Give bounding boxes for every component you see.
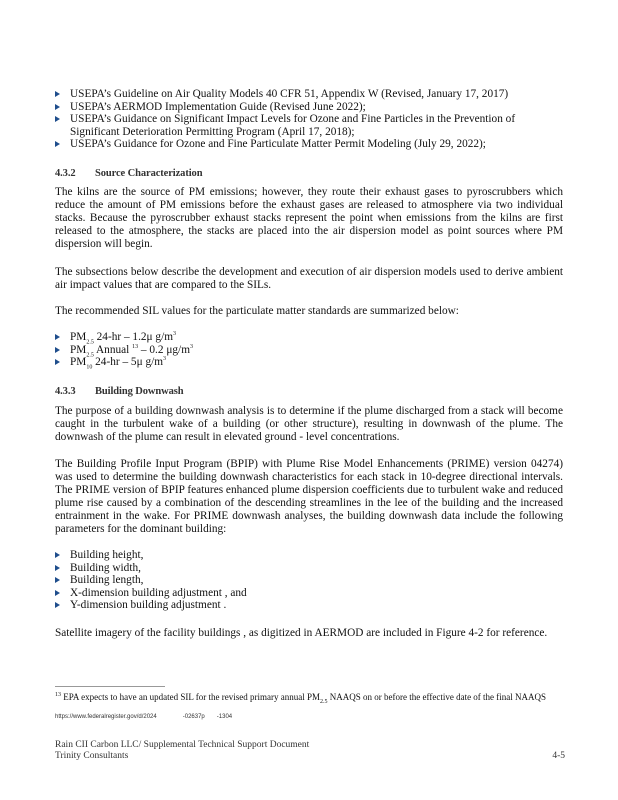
list-item: Building width, <box>55 562 555 575</box>
section-title: Building Downwash <box>95 386 184 397</box>
paragraph-downwash-1: The purpose of a building downwash analysis is to determine if the plume discharged from a stack will become caught in the turbulent wake of a building (or other structure), resulting in downwash of the plume. The downwash of the plume can result in elevated ground - level concentrations. <box>55 405 563 443</box>
triangle-bullet-icon <box>55 334 60 340</box>
footnote-url[interactable]: https://www.federalregister.gov/d/2024 -02637p -1304 <box>55 714 233 720</box>
list-item: USEPA’s Guidance on Significant Impact Levels for Ozone and Fine Particles in the Prevention of Significant Deterioration Permitting Program (April 17, 2018); <box>55 113 555 138</box>
triangle-bullet-icon <box>55 602 60 608</box>
building-params-list <box>55 549 555 612</box>
list-item: Building length, <box>55 574 555 587</box>
triangle-bullet-icon <box>55 141 60 147</box>
triangle-bullet-icon <box>55 91 60 97</box>
footnote-mark: 13 <box>55 692 61 698</box>
footer-company: Trinity Consultants <box>55 751 129 761</box>
paragraph-source-3: The recommended SIL values for the particulate matter standards are summarized below: <box>55 305 459 317</box>
triangle-bullet-icon <box>55 577 60 583</box>
footnote-divider <box>55 686 165 687</box>
list-item: Building height, <box>55 549 555 562</box>
triangle-bullet-icon <box>55 104 60 110</box>
list-item: $PM_{10}$ 24-hr – 5μ $g/m^3$ <box>55 356 555 369</box>
section-number: 4.3.2 <box>55 168 76 179</box>
section-number: 4.3.3 <box>55 386 76 397</box>
page-footer <box>55 740 565 762</box>
list-item: USEPA’s Guideline on Air Quality Models 40 CFR 51, Appendix W (Revised, January 17, 2017) <box>55 88 555 101</box>
triangle-bullet-icon <box>55 359 60 365</box>
list-item: Y-dimension building adjustment . <box>55 599 555 612</box>
page-number: 4-5 <box>552 751 565 761</box>
triangle-bullet-icon <box>55 552 60 558</box>
footnote: $^{13}$ EPA expects to have an updated SIL for the revised primary annual $PM_{2.5}$ NAAQS on or before the effective date of the final NAAQS <box>55 692 547 705</box>
footnote-ref: 13 <box>132 343 139 350</box>
list-item: X-dimension building adjustment , and <box>55 587 555 600</box>
reference-list <box>55 88 555 151</box>
section-heading-downwash <box>55 386 183 397</box>
triangle-bullet-icon <box>55 590 60 596</box>
triangle-bullet-icon <box>55 116 60 122</box>
sil-values-list <box>55 331 555 369</box>
section-title: Source Characterization <box>95 168 203 179</box>
list-item: $PM_{2.5}$ Annual $^{13}$ – 0.2 $\mu g/m^3$ <box>55 344 555 357</box>
triangle-bullet-icon <box>55 347 60 353</box>
footer-document-title: Rain CII Carbon LLC/ Supplemental Technical Support Document <box>55 740 310 750</box>
triangle-bullet-icon <box>55 565 60 571</box>
list-item: $PM_{2.5}$ 24-hr – 1.2μ $g/m^3$ <box>55 331 555 344</box>
paragraph-downwash-2: The Building Profile Input Program (BPIP) with Plume Rise Model Enhancements (PRIME) version 04274) was used to determine the building downwash characteristics for each stack in 10-degree directional intervals. The PRIME version of BPIP features enhanced plume dispersion coefficients due to turbulent wake and reduced plume rise caused by a combination of the descending streamlines in the lee of the building and the increased entrainment in the wake. For PRIME downwash analyses, the building downwash data include the following parameters for the dominant building: <box>55 458 563 535</box>
paragraph-downwash-3: Satellite imagery of the facility buildings , as digitized in AERMOD are included in Figure 4-2 for reference. <box>55 627 548 639</box>
paragraph-source-1: The kilns are the source of PM emissions; however, they route their exhaust gases to pyroscrubbers which reduce the amount of PM emissions before the exhaust gases are released to atmosphere via two individual stacks. Because the pyroscrubber exhaust stacks represent the point when emissions from the kilns are first released to the atmosphere, the stacks are placed into the air dispersion model as point sources where PM dispersion will begin. <box>55 186 563 250</box>
section-heading-source <box>55 168 202 179</box>
list-item: USEPA’s AERMOD Implementation Guide (Revised June 2022); <box>55 101 555 114</box>
list-item: USEPA’s Guidance for Ozone and Fine Particulate Matter Permit Modeling (July 29, 2022); <box>55 138 555 151</box>
paragraph-source-2: The subsections below describe the development and execution of air dispersion models used to derive ambient air impact values that are compared to the SILs. <box>55 266 563 291</box>
